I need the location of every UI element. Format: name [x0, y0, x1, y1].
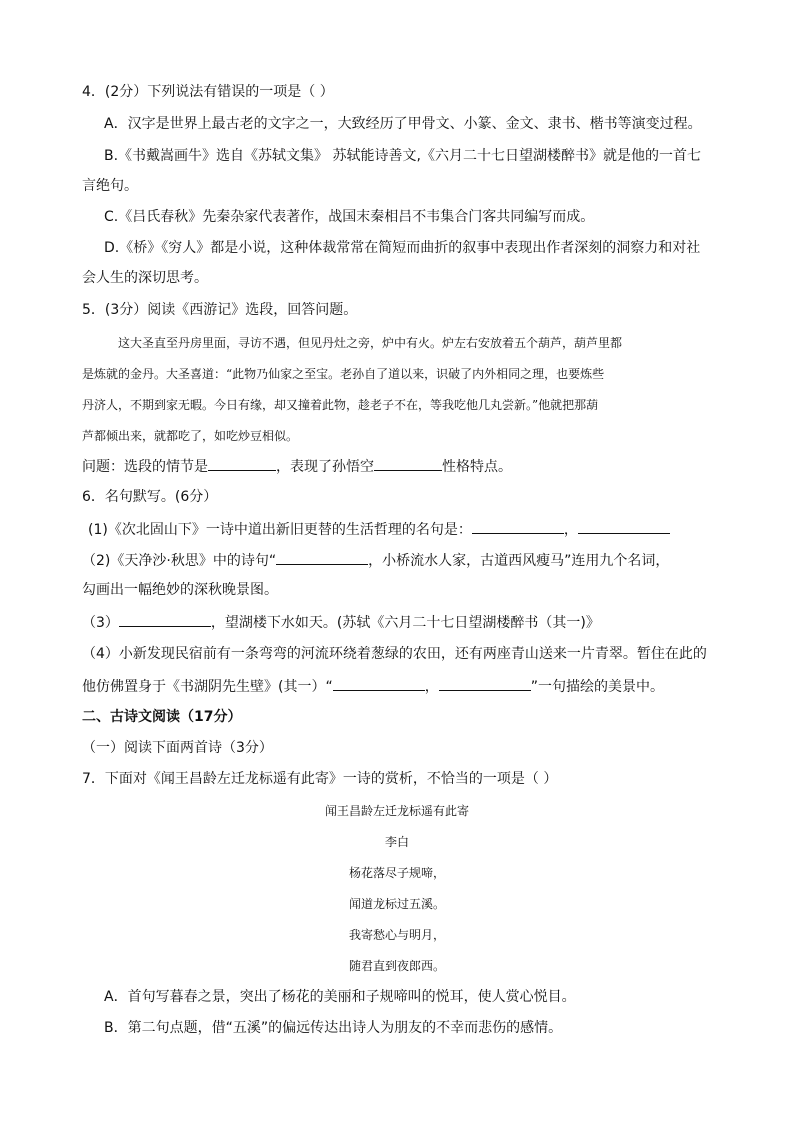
q5-question-part-c: 性格特点。: [442, 459, 512, 475]
q6-item-4-blank-2[interactable]: [439, 676, 531, 691]
q5-passage-line1: 这大圣直至丹房里面，寻访不遇，但见丹灶之旁，炉中有火。炉左右安放着五个葫芦，葫芦里都: [118, 336, 623, 350]
poem-line-3: 我寄愁心与明月，: [348, 928, 445, 942]
poem-line-1: 杨花落尽子规啼，: [348, 866, 445, 880]
q7-option-a: A．首句写暮春之景，突出了杨花的美丽和子规啼叫的悦耳，使人赏心悦目。: [104, 989, 576, 1005]
q4-option-d-line1: D.《桥》《穷人》都是小说，这种体裁常常在简短而曲折的叙事中表现出作者深刻的洞察力和对社: [104, 240, 701, 256]
q5-answer-blank-2[interactable]: [374, 456, 442, 471]
q6-item-1-blank-1[interactable]: [472, 519, 564, 534]
q4-option-d-line2: 会人生的深切思考。: [82, 270, 208, 286]
q6-stem: 6．名句默写。(6分）: [82, 489, 218, 505]
poem-title: 闻王昌龄左迁龙标遥有此寄: [324, 804, 469, 818]
q6-item-3: [82, 612, 600, 633]
q5-answer-blank-1[interactable]: [208, 456, 276, 471]
q4-option-b-line2: 言绝句。: [82, 178, 138, 194]
poem-author: 李白: [384, 835, 409, 849]
q6-item-1-blank-2[interactable]: [578, 519, 670, 534]
q4-option-a: A．汉字是世界上最古老的文字之一，大致经历了甲骨文、小篆、金文、隶书、楷书等演变过程。: [104, 116, 702, 132]
q5-question-part-b: ，表现了孙悟空: [276, 459, 374, 475]
q5-stem: 5．(3分）阅读《西游记》选段，回答问题。: [82, 302, 358, 318]
q5-passage-line3: 丹济人，不期到家无暇。今日有缘，却又撞着此物，趁老子不在，等我吃他几丸尝新。”他就把那葫: [82, 398, 599, 412]
section-2-subtitle: （一）阅读下面两首诗（3分）: [82, 740, 273, 756]
q5-passage-line2: 是炼就的金丹。大圣喜道：“此物乃仙家之至宝。老孙自了道以来，识破了内外相同之理，也要炼些: [82, 367, 605, 381]
q6-item-2-line2: 勾画出一幅绝妙的深秋晚景图。: [82, 582, 278, 598]
q7-option-b: B．第二句点题，借“五溪”的偏远传达出诗人为朋友的不幸而悲伤的感情。: [104, 1020, 563, 1036]
q6-item-4-text-b: ”一句描绘的美景中。: [530, 679, 664, 695]
q4-option-b-line1: B.《书戴嵩画牛》选自《苏轼文集》 苏轼能诗善文,《六月二十七日望湖楼醉书》就是他的一首七: [104, 148, 701, 164]
q6-item-4-separator: ，: [424, 679, 439, 695]
q6-item-4-line2: [82, 676, 664, 697]
q6-item-2-text-b: ，小桥流水人家，古道西风瘦马”连用九个名词，: [368, 553, 670, 569]
q5-passage-line4: 芦都倾出来，就都吃了，如吃炒豆相似。: [82, 429, 299, 443]
q6-item-3-blank[interactable]: [119, 612, 211, 627]
q6-item-3-text: ，望湖楼下水如天。(苏轼《六月二十七日望湖楼醉书（其一)》: [210, 615, 600, 631]
q6-item-1-separator: ，: [563, 522, 578, 538]
q6-item-1: [88, 519, 670, 540]
q4-option-c: C.《吕氏春秋》先秦杂家代表著作，战国末秦相吕不韦集合门客共同编写而成。: [104, 209, 595, 225]
q6-item-3-number: （3）: [82, 615, 119, 631]
q6-item-4-line1: （4）小新发现民宿前有一条弯弯的河流环绕着葱绿的农田，还有两座青山送来一片青翠。暂住在此的: [82, 646, 707, 662]
q5-question: [82, 456, 512, 477]
poem-line-4: 随君直到夜郎西。: [348, 959, 445, 973]
q4-stem: 4．(2分）下列说法有错误的一项是（ ）: [82, 84, 334, 100]
q7-stem: 7．下面对《闻王昌龄左迁龙标遥有此寄》一诗的赏析，不恰当的一项是（ ）: [82, 771, 558, 787]
q6-item-2-text-a: （2)《天净沙·秋思》中的诗句“: [82, 553, 277, 569]
poem-line-2: 闻道龙标过五溪。: [348, 897, 445, 911]
q6-item-4-blank-1[interactable]: [333, 676, 425, 691]
q6-item-4-text-a: 他仿佛置身于《书湖阴先生壁》(其一）“: [82, 679, 333, 695]
q6-item-1-text: (1)《次北固山下》一诗中道出新旧更替的生活哲理的名句是：: [88, 522, 472, 538]
section-2-title: 二、古诗文阅读（17分）: [82, 709, 242, 725]
q6-item-2-blank[interactable]: [276, 550, 368, 565]
q6-item-2: [82, 550, 669, 571]
q5-question-part-a: 问题：选段的情节是: [82, 459, 208, 475]
